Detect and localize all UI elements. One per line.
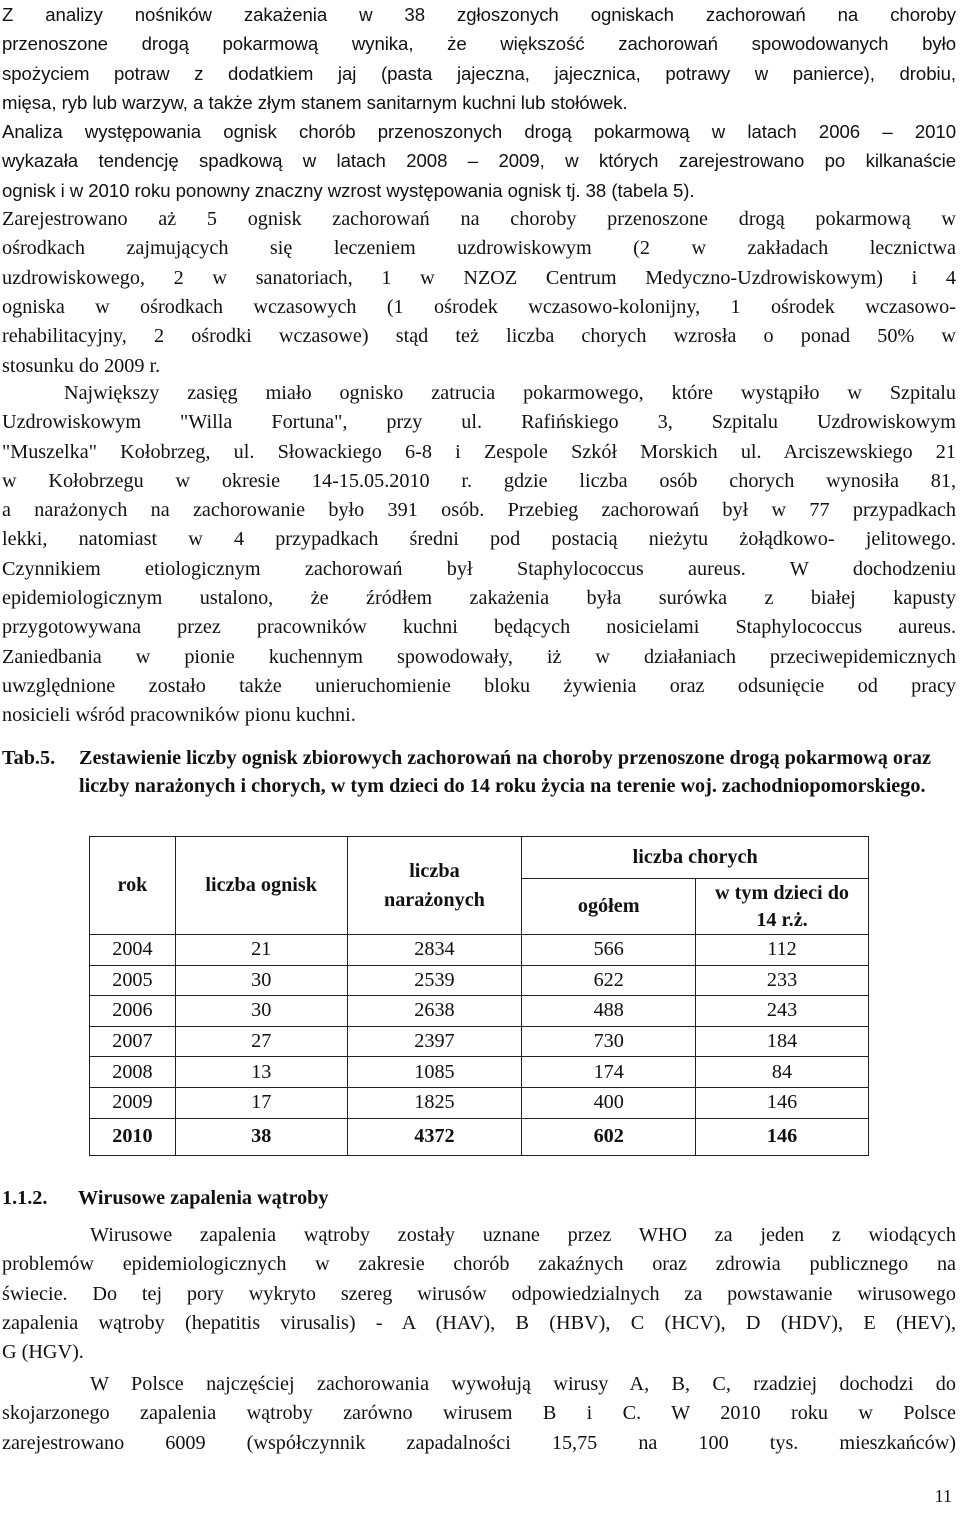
outbreaks-table: [89, 836, 869, 1156]
table-row-highlight: [90, 1118, 869, 1155]
text-line: uzdrowiskowego, 2 w sanatoriach, 1 w NZOZ Centrum Medyczno-Uzdrowiskowym) i 4: [2, 266, 956, 289]
text-line: Wirusowe zapalenia wątroby zostały uznane przez WHO za jeden z wiodących: [90, 1224, 956, 1246]
cell-sick-total: 622: [522, 965, 696, 996]
table-row: [90, 935, 869, 966]
table-row: [90, 1087, 869, 1118]
text-line: epidemiologicznym ustalono, że źródłem zakażenia była surówka z białej kapusty: [2, 587, 956, 610]
cell-exposed: 1085: [347, 1057, 522, 1088]
table-row: [90, 1026, 869, 1057]
cell-sick-children: 112: [696, 935, 869, 966]
cell-exposed: 2638: [347, 996, 522, 1027]
cell-outbreaks: 21: [175, 935, 347, 966]
table-row: [90, 996, 869, 1027]
header-sick: liczba chorych: [522, 837, 869, 879]
text-line: w Kołobrzegu w okresie 14-15.05.2010 r. gdzie liczba osób chorych wynosiła 81,: [2, 469, 956, 492]
text-line: Z analizy nośników zakażenia w 38 zgłoszonych ogniskach zachorowań na choroby: [2, 4, 956, 25]
cell-sick-children: 233: [696, 965, 869, 996]
cell-outbreaks: 38: [175, 1118, 347, 1155]
text-line: G (HGV).: [2, 1341, 84, 1364]
intro-paragraph: [2, 0, 956, 381]
header-year: rok: [90, 837, 176, 935]
text-line: spożyciem potraw z dodatkiem jaj (pasta jajeczna, jajecznica, potrawy w panierce), drobiu,: [2, 62, 956, 84]
cell-sick-total: 602: [522, 1118, 696, 1155]
cell-exposed: 2834: [347, 935, 522, 966]
cell-outbreaks: 13: [175, 1057, 347, 1088]
cell-year: 2007: [90, 1026, 176, 1057]
table-caption-text: Zestawienie liczby ognisk zbiorowych zachorowań na choroby przenoszone drogą pokarmową oraz liczby narażonych i chorych, w tym dzieci do 14 roku życia na terenie woj. zachodniopomorskiego.: [79, 747, 931, 797]
table-row: [90, 1057, 869, 1088]
cell-exposed: 4372: [347, 1118, 522, 1155]
section-title: Wirusowe zapalenia wątroby: [78, 1187, 329, 1209]
cell-sick-children: 184: [696, 1026, 869, 1057]
cell-year: 2006: [90, 996, 176, 1027]
text-line: zarejestrowano 6009 (współczynnik zapadalności 15,75 na 100 tys. mieszkańców): [2, 1431, 956, 1454]
cell-year: 2010: [90, 1118, 176, 1155]
cell-sick-total: 174: [522, 1057, 696, 1088]
cell-outbreaks: 30: [175, 965, 347, 996]
text-line: przygotowywana przez pracowników kuchni będących nosicielami Staphylococcus aureus.: [2, 616, 956, 639]
cell-sick-children: 243: [696, 996, 869, 1027]
cell-outbreaks: 27: [175, 1026, 347, 1057]
text-line: Największy zasięg miało ognisko zatrucia pokarmowego, które wystąpiło w Szpitalu: [64, 382, 956, 404]
text-line: świecie. Do tej pory wykryto szereg wirusów odpowiedzialnych za powstawanie wirusowego: [2, 1282, 956, 1305]
cell-exposed: 2539: [347, 965, 522, 996]
cell-year: 2005: [90, 965, 176, 996]
section-number: 1.1.2.: [2, 1187, 48, 1209]
text-line: przenoszone drogą pokarmową wynika, że większość zachorowań spowodowanych było: [2, 33, 956, 55]
header-children-text: w tym dzieci do 14 r.ż.: [715, 881, 850, 931]
text-line: wykazała tendencję spadkową w latach 2008 – 2009, w których zarejestrowano po kilkanaście: [2, 150, 956, 172]
cell-sick-total: 488: [522, 996, 696, 1027]
text-line: Czynnikiem etiologicznym zachorowań był Staphylococcus aureus. W dochodzeniu: [2, 557, 956, 580]
text-line: a narażonych na zachorowanie było 391 osób. Przebieg zachorowań był w 77 przypadkach: [2, 499, 956, 522]
text-line: nosicieli wśród pracowników pionu kuchni.: [2, 704, 356, 727]
header-exposed: [347, 837, 522, 935]
text-line: skojarzonego zapalenia wątroby zarówno wirusem B i C. W 2010 roku w Polsce: [2, 1402, 956, 1425]
text-line: ośrodkach zajmujących się leczeniem uzdrowiskowym (2 w zakładach lecznictwa: [2, 237, 956, 260]
cell-year: 2004: [90, 935, 176, 966]
cell-sick-children: 84: [696, 1057, 869, 1088]
text-line: lekki, natomiast w 4 przypadkach średni pod postacią nieżytu żołądkowo- jelitowego.: [2, 528, 956, 551]
cell-outbreaks: 30: [175, 996, 347, 1027]
header-sick-total: ogółem: [522, 879, 696, 935]
table-caption-label: Tab.5.: [2, 747, 56, 769]
text-line: problemów epidemiologicznych w zakresie chorób zakaźnych oraz zdrowia publicznego na: [2, 1253, 956, 1276]
text-line: uwzględnione zostało także unieruchomienie bloku żywienia oraz odsunięcie od pracy: [2, 674, 956, 697]
poland-paragraph: [2, 1370, 956, 1458]
header-exposed-text: liczba narażonych: [383, 859, 485, 911]
text-line: mięsa, ryb lub warzyw, a także złym stanem sanitarnym kuchni lub stołówek.: [2, 91, 628, 113]
cell-year: 2008: [90, 1057, 176, 1088]
cell-exposed: 2397: [347, 1026, 522, 1057]
largest-outbreak-paragraph: [2, 379, 956, 731]
page-number: 11: [934, 1486, 952, 1506]
cell-sick-total: 566: [522, 935, 696, 966]
header-sick-children: [696, 879, 869, 935]
cell-sick-children: 146: [696, 1118, 869, 1155]
cell-outbreaks: 17: [175, 1087, 347, 1118]
text-line: Zarejestrowano aż 5 ognisk zachorowań na choroby przenoszone drogą pokarmową w: [2, 208, 956, 231]
text-line: zapalenia wątroby (hepatitis virusalis) - A (HAV), B (HBV), C (HCV), D (HDV), E (HEV),: [2, 1311, 956, 1334]
text-line: Zaniedbania w pionie kuchennym spowodowały, iż w działaniach przeciwepidemicznych: [2, 645, 956, 668]
hepatitis-paragraph: [2, 1221, 956, 1367]
table-row: [90, 965, 869, 996]
cell-year: 2009: [90, 1087, 176, 1118]
cell-exposed: 1825: [347, 1087, 522, 1118]
text-line: ognisk i w 2010 roku ponowny znaczny wzrost występowania ognisk tj. 38 (tabela 5).: [2, 179, 695, 201]
cell-sick-children: 146: [696, 1087, 869, 1118]
cell-sick-total: 730: [522, 1026, 696, 1057]
text-line: ogniska w ośrodkach wczasowych (1 ośrodek wczasowo-kolonijny, 1 ośrodek wczasowo-: [2, 295, 956, 318]
text-line: Analiza występowania ognisk chorób przenoszonych drogą pokarmową w latach 2006 – 2010: [2, 121, 956, 143]
text-line: "Muszelka" Kołobrzeg, ul. Słowackiego 6-8 i Zespole Szkół Morskich ul. Arciszewskiego 21: [2, 440, 956, 463]
cell-sick-total: 400: [522, 1087, 696, 1118]
text-line: stosunku do 2009 r.: [2, 354, 161, 377]
text-line: W Polsce najczęściej zachorowania wywołują wirusy A, B, C, rzadziej dochodzi do: [90, 1373, 956, 1395]
header-outbreaks: liczba ognisk: [175, 837, 347, 935]
text-line: rehabilitacyjny, 2 ośrodki wczasowe) stąd też liczba chorych wzrosła o ponad 50% w: [2, 325, 956, 348]
text-line: Uzdrowiskowym "Willa Fortuna", przy ul. Rafińskiego 3, Szpitalu Uzdrowiskowym: [2, 411, 956, 434]
